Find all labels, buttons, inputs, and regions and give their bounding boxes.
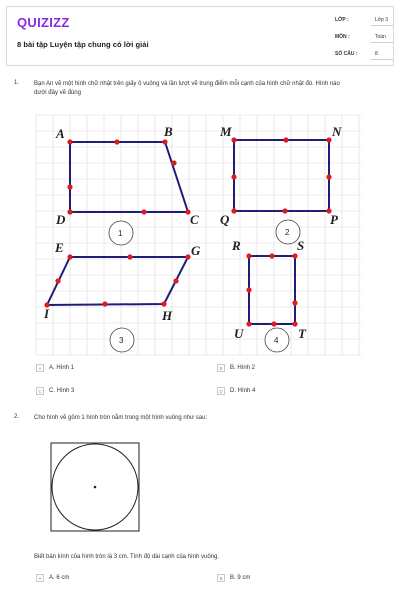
- label-d: D: [56, 212, 66, 227]
- class-value: Lớp 3: [375, 17, 389, 23]
- question-1-text-line2: dưới đây vẽ đúng: [34, 90, 81, 96]
- figure-number-2: 2: [285, 228, 290, 237]
- worksheet-title: 8 bài tập Luyện tập chung có lời giải: [17, 40, 149, 49]
- q1-option-d[interactable]: [217, 387, 255, 395]
- q2-option-a[interactable]: [36, 574, 69, 582]
- center-point: [94, 486, 97, 489]
- label-b: B: [164, 124, 173, 139]
- option-text: C. Hình 3: [49, 388, 75, 394]
- label-t: T: [298, 326, 306, 341]
- option-text: A. 6 cm: [49, 575, 70, 581]
- label-a: A: [56, 126, 65, 141]
- q1-option-a[interactable]: [36, 364, 74, 372]
- question-1-figure: [0, 100, 400, 360]
- label-q: Q: [220, 212, 230, 227]
- quizizz-logo: QUIZIZZ: [17, 15, 70, 30]
- option-text: D. Hình 4: [230, 388, 256, 394]
- question-2-number: 2.: [14, 414, 20, 420]
- label-p: P: [330, 212, 338, 227]
- grid-paper: [36, 115, 362, 355]
- option-letter-box: D: [217, 387, 225, 395]
- class-label: LỚP :: [335, 17, 349, 23]
- count-label: SỐ CÂU :: [335, 51, 358, 57]
- label-r: R: [232, 238, 241, 253]
- subject-value: Toán: [375, 34, 386, 40]
- label-g: G: [191, 243, 201, 258]
- option-letter-box: A: [36, 364, 44, 372]
- subject-label: MÔN :: [335, 34, 350, 40]
- label-n: N: [332, 124, 342, 139]
- figure-number-3: 3: [119, 336, 124, 345]
- label-m: M: [220, 124, 232, 139]
- label-h: H: [162, 308, 173, 323]
- worksheet-header: [6, 6, 394, 66]
- question-1-text: [34, 80, 390, 98]
- option-letter-box: C: [36, 387, 44, 395]
- option-text: B. Hình 2: [230, 365, 256, 371]
- option-text: B. 9 cm: [230, 575, 251, 581]
- q2-option-b[interactable]: [217, 574, 250, 582]
- label-u: U: [234, 326, 244, 341]
- question-2-figure: [50, 442, 140, 532]
- label-e: E: [55, 240, 64, 255]
- question-1-number: 1.: [14, 80, 20, 86]
- figure-number-4: 4: [274, 336, 279, 345]
- figure-number-1: 1: [118, 229, 123, 238]
- q1-option-c[interactable]: [36, 387, 74, 395]
- label-c: C: [190, 212, 199, 227]
- figure-2-mnpq: [219, 124, 342, 244]
- option-text: A. Hình 1: [49, 365, 75, 371]
- label-i: I: [44, 306, 50, 321]
- figure-3-eghi: [43, 240, 201, 352]
- option-letter-box: B: [217, 574, 225, 582]
- question-1-text-line1: Bạn An vẽ một hình chữ nhật trên giấy ô vuông và lần lượt vẽ trung điểm mỗi cạnh của hình chữ nhật đó. Hình nào: [34, 81, 340, 87]
- figure-4-rstu: [231, 238, 307, 352]
- q1-option-b[interactable]: [217, 364, 255, 372]
- count-value: 8: [375, 51, 378, 57]
- option-letter-box: B: [217, 364, 225, 372]
- question-2-subtext: Biết bán kính của hình tròn là 3 cm. Tính độ dài cạnh của hình vuông.: [34, 554, 220, 560]
- label-s: S: [297, 238, 305, 253]
- option-letter-box: A: [36, 574, 44, 582]
- question-2-text: Cho hình vẽ gồm 1 hình tròn nằm trong một hình vuông như sau:: [34, 415, 208, 421]
